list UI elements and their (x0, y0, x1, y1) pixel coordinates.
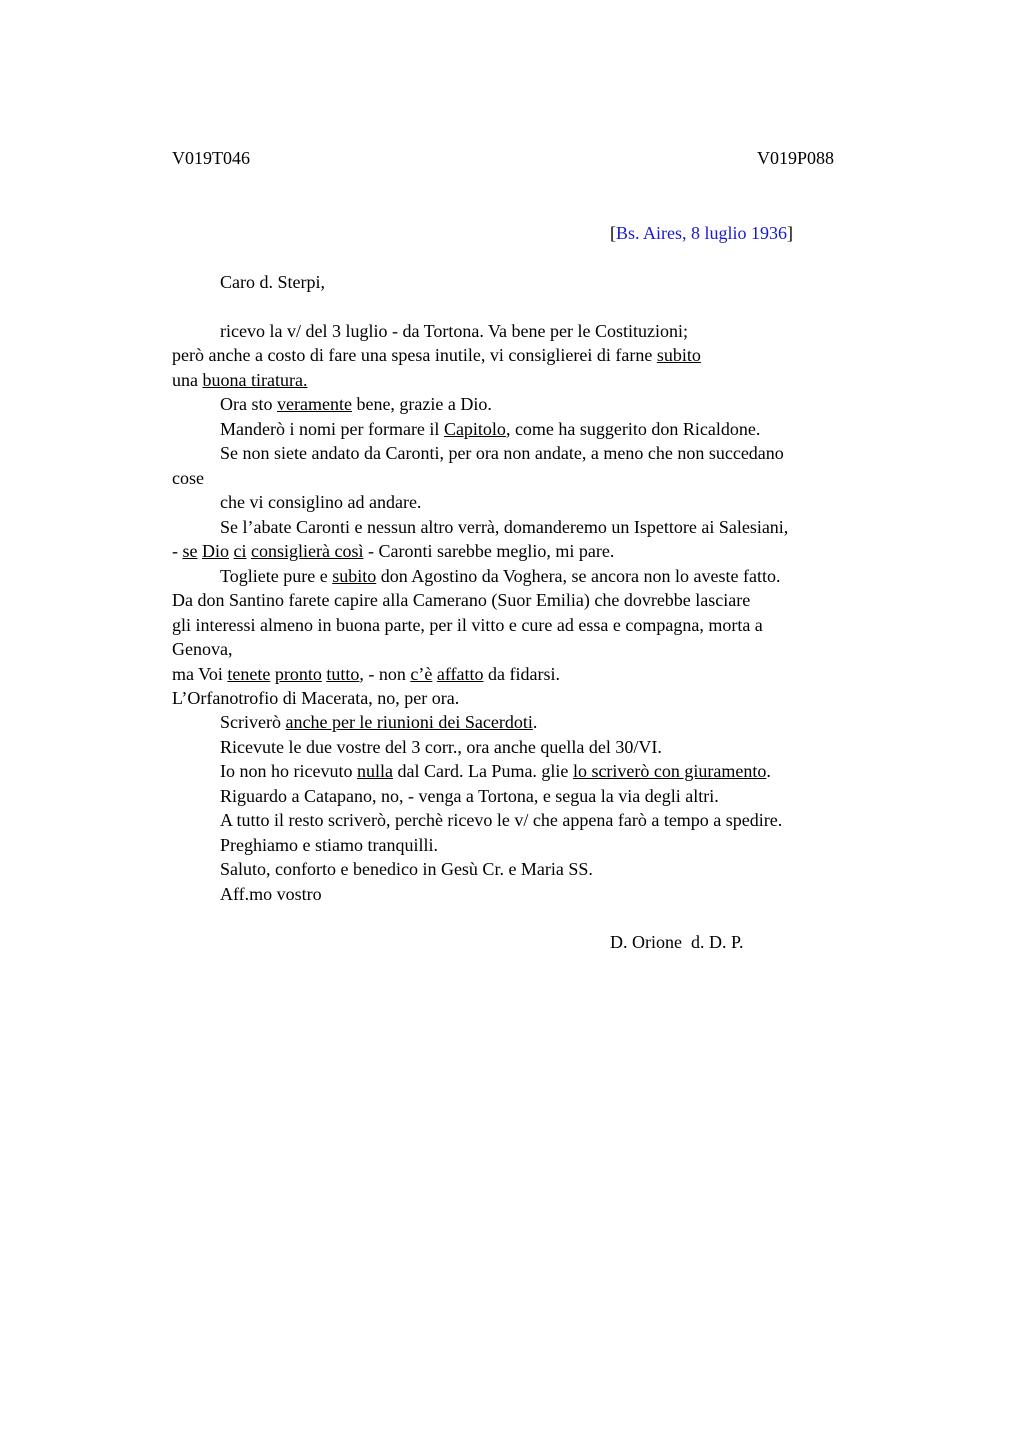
body-line: Saluto, conforto e benedico in Gesù Cr. e Maria SS. (220, 859, 593, 879)
underlined-word: Dio (202, 541, 229, 561)
header-right-code: V019P088 (757, 148, 835, 168)
body-line: Se non siete andato da Caronti, per ora non andate, a meno che non succedano (220, 443, 784, 463)
body-line: ricevo la v/ del 3 luglio - da Tortona. Va bene per le Costituzioni; (220, 321, 688, 341)
underlined-word: veramente (277, 394, 352, 414)
body-line: ma Voi tenete pronto tutto, - non c’è affatto da fidarsi. (172, 664, 560, 684)
body-line: Preghiamo e stiamo tranquilli. (220, 835, 438, 855)
body-line: cose (172, 468, 204, 488)
body-line: che vi consiglino ad andare. (220, 492, 422, 512)
underlined-word: nulla (356, 761, 393, 781)
underlined-word: tutto (326, 664, 360, 684)
underlined-word: anche per le riunioni dei Sacerdoti (285, 712, 533, 732)
underlined-word: subito (656, 345, 701, 365)
body-line: Manderò i nomi per formare il Capitolo, come ha suggerito don Ricaldone. (220, 419, 761, 439)
closing: Aff.mo vostro (220, 884, 322, 904)
dateline-text: Bs. Aires, 8 luglio 1936 (616, 223, 788, 243)
body-line: L’Orfanotrofio di Macerata, no, per ora. (172, 688, 460, 708)
body-line: Riguardo a Catapano, no, - venga a Tortona, e segua la via degli altri. (220, 786, 719, 806)
dateline-open-bracket: [ (610, 223, 616, 243)
body-line: Ricevute le due vostre del 3 corr., ora anche quella del 30/VI. (220, 737, 662, 757)
body-line: Scriverò anche per le riunioni dei Sacerdoti. (220, 712, 538, 732)
underlined-word: se (182, 541, 198, 561)
salutation: Caro d. Sterpi, (220, 272, 325, 292)
dateline (610, 222, 793, 244)
underlined-word: Capitolo (443, 419, 506, 439)
header-left-code: V019T046 (172, 148, 250, 168)
body-line: Ora sto veramente bene, grazie a Dio. (220, 394, 492, 414)
body-line: Togliete pure e subito don Agostino da Voghera, se ancora non lo aveste fatto. (220, 566, 781, 586)
underlined-word: affatto (436, 664, 484, 684)
underlined-word: c’è (410, 664, 433, 684)
underlined-word: subito (332, 566, 377, 586)
body-line: però anche a costo di fare una spesa inutile, vi consiglierei di farne subito (172, 345, 701, 365)
underlined-word: consiglierà così (251, 541, 364, 561)
body-line: gli interessi almeno in buona parte, per il vitto e cure ad essa e compagna, morta a (172, 615, 763, 635)
body-line: - se Dio ci consiglierà così - Caronti sarebbe meglio, mi pare. (172, 541, 615, 561)
body-line: Da don Santino farete capire alla Camerano (Suor Emilia) che dovrebbe lasciare (172, 590, 751, 610)
underlined-word: tenete (227, 664, 271, 684)
underlined-word: ci (233, 541, 247, 561)
body-line: A tutto il resto scriverò, perchè ricevo le v/ che appena farò a tempo a spedire. (220, 810, 783, 830)
signature: D. Orione d. D. P. (610, 932, 744, 952)
underlined-word: lo scriverò con giuramento (572, 761, 767, 781)
underlined-word: pronto (274, 664, 322, 684)
dateline-close-bracket: ] (787, 223, 794, 243)
body-line: Se l’abate Caronti e nessun altro verrà, domanderemo un Ispettore ai Salesiani, (220, 517, 789, 537)
underlined-word: buona tiratura (202, 370, 303, 390)
body-line: una buona tiratura. (172, 370, 308, 390)
body-line: Genova, (172, 639, 233, 659)
body-line: Io non ho ricevuto nulla dal Card. La Puma. glie lo scriverò con giuramento. (220, 761, 771, 781)
